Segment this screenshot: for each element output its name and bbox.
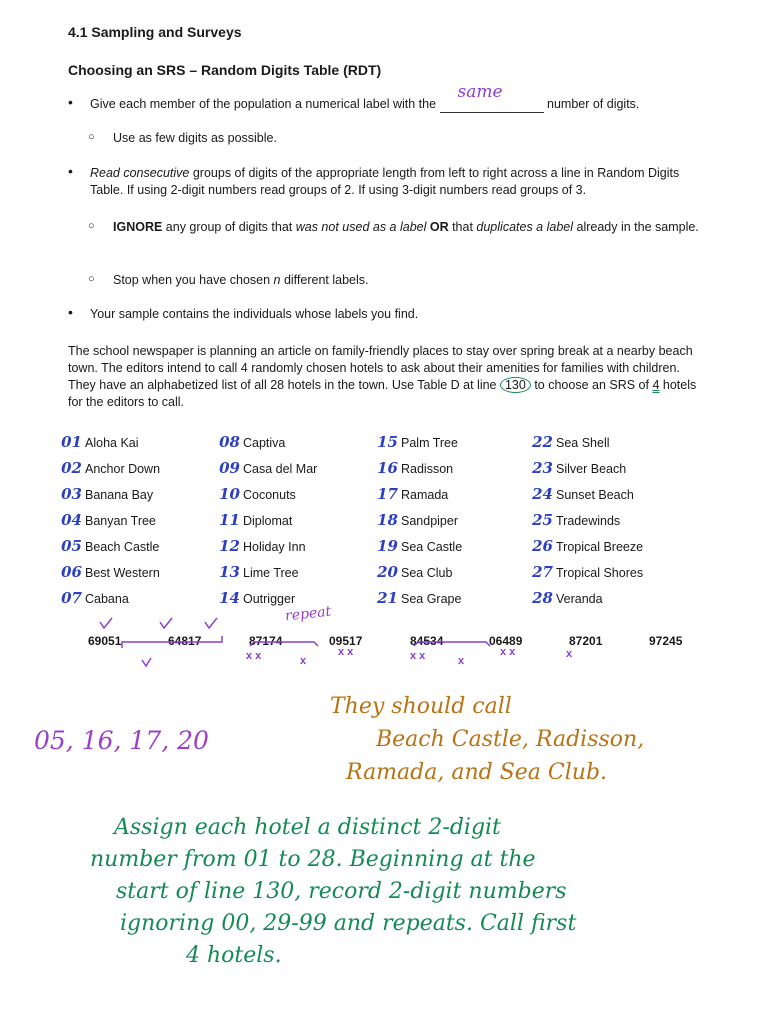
handwritten-same: same [457,82,503,102]
hotel-item [210,456,317,480]
hotel-name: Anchor Down [85,462,161,476]
method-line: 4 hotels. [186,943,282,968]
hotel-number: 18 [377,511,398,529]
hotel-name: Holiday Inn [243,540,306,554]
hotel-number: 09 [219,459,240,477]
digit-group: 64817 [168,634,202,648]
method-line: number from 01 to 28. Beginning at the [90,847,536,872]
hotel-item [52,482,153,506]
sub-bullet-circle: ○ [88,131,95,143]
hotel-number: 11 [219,511,240,529]
hotel-number: 22 [532,433,553,451]
hotel-name: Aloha Kai [85,436,139,450]
answer-blank [440,82,544,113]
hotel-name: Sea Grape [401,592,462,606]
hotel-name: Sunset Beach [556,488,634,502]
text: Stop when you have chosen [113,273,274,287]
hotel-name: Coconuts [243,488,296,502]
hotel-number: 05 [61,537,82,555]
digit-group: 87174 [249,634,283,648]
hotel-number: 21 [377,589,398,607]
hotel-name: Tropical Breeze [556,540,644,554]
hotel-name: Best Western [85,566,160,580]
answer-line: They should call [330,694,512,719]
digit-group: 69051 [88,634,122,648]
section-title: 4.1 Sampling and Surveys [68,24,242,40]
hotel-name: Banyan Tree [85,514,156,528]
hotel-name: Silver Beach [556,462,627,476]
hotel-number: 27 [532,563,553,581]
text: to choose an SRS of [530,378,653,392]
hotel-item [523,534,643,558]
sub-bullet-circle: ○ [88,220,95,232]
hotel-item [368,456,453,480]
italic-text: was not used as a label [295,220,427,234]
hotel-number: 02 [61,459,82,477]
hotel-item [210,508,292,532]
hotel-name: Beach Castle [85,540,160,554]
hotel-name: Sandpiper [401,514,458,528]
method-explanation [90,812,576,972]
hotel-item [52,560,160,584]
hotel-name: Tropical Shores [556,566,644,580]
hotel-name: Banana Bay [85,488,154,502]
hotel-item [368,534,462,558]
sub-bullet-stop [113,272,369,289]
hotel-item [523,430,610,454]
hotel-number: 16 [377,459,398,477]
bold-text: IGNORE [113,220,163,234]
text: The school newspaper is planning an article on family-friendly places to stay over spring break at a nearby beach town. The editors intend to call 4 randomly chosen hotels to ask about their amenities for families with children. They have an alphabetized list of all 28 hotels in the town. Use Table D at line [68,344,693,392]
hotel-number: 10 [219,485,240,503]
page-subtitle: Choosing an SRS – Random Digits Table (RDT) [68,62,382,78]
text: already in the sample. [573,220,699,234]
hotel-number: 04 [61,511,82,529]
hotel-name: Outrigger [243,592,296,606]
hotel-item [52,430,139,454]
hotel-item [523,456,626,480]
hotel-number: 08 [219,433,240,451]
digit-group: 87201 [569,634,603,648]
cross-mark: x [300,655,307,667]
selected-numbers: 05, 16, 17, 20 [34,726,209,755]
cross-mark: x x [246,650,262,662]
hotel-name: Captiva [243,436,286,450]
hotel-item [210,560,299,584]
hotel-name: Ramada [401,488,449,502]
hotel-number: 19 [377,537,398,555]
hotel-number: 28 [532,589,553,607]
cross-mark: x [566,648,573,660]
digit-group: 09517 [329,634,363,648]
hotel-item [368,560,452,584]
hotel-item [523,508,620,532]
hotel-name: Casa del Mar [243,462,318,476]
hotel-name: Sea Club [401,566,453,580]
hotel-name: Tradewinds [556,514,621,528]
hotel-number: 07 [61,589,82,607]
hotel-item [210,534,306,558]
hotel-item [210,482,296,506]
hotel-item [523,560,643,584]
cross-mark: x x [500,646,516,658]
hotel-item [368,508,458,532]
hotel-item [368,482,448,506]
hotel-number: 26 [532,537,553,555]
answer-line: Ramada, and Sea Club. [346,760,608,785]
method-line: ignoring 00, 29-99 and repeats. Call first [120,911,577,936]
problem-statement [68,343,708,411]
hotel-name: Sea Castle [401,540,463,554]
digit-group: 06489 [489,634,523,648]
hotel-item [368,430,458,454]
method-line: start of line 130, record 2-digit numbers [116,879,567,904]
digit-group: 84534 [410,634,444,648]
hotel-name: Cabana [85,592,129,606]
hotel-number: 25 [532,511,553,529]
italic-text: duplicates a label [476,220,574,234]
repeat-annotation: repeat [284,603,332,625]
hotel-number: 23 [532,459,553,477]
hotel-number: 12 [219,537,240,555]
cross-mark: x [458,655,465,667]
hotel-name: Palm Tree [401,436,458,450]
cross-mark: x x [338,646,354,658]
italic-text: n [273,273,281,287]
hotel-name: Diplomat [243,514,293,528]
hotel-number: 20 [377,563,398,581]
hotel-name: Veranda [556,592,603,606]
bullet-dot: • [68,94,73,110]
bullet-text: number of digits. [547,97,640,111]
hotel-number: 17 [377,485,398,503]
bullet-read-consecutive [90,165,715,199]
hotel-name: Sea Shell [556,436,610,450]
hotel-number: 13 [219,563,240,581]
sub-bullet-ignore [113,219,713,236]
hotel-number: 03 [61,485,82,503]
sub-bullet-circle: ○ [88,273,95,285]
text: any group of digits that [162,220,296,234]
text: different labels. [280,273,369,287]
text: hotels for the editors to call. [68,378,697,409]
bullet-text: groups of digits of the appropriate length from left to right across a line in Random Digits Table. If using 2-digit numbers read groups of 2. If using 3-digit numbers read groups of 3. [90,166,680,197]
sub-bullet-text: Use as few digits as possible. [113,131,277,145]
answer-line: Beach Castle, Radisson, [376,727,645,752]
answer-text [330,690,644,789]
hotel-item [52,456,160,480]
hotel-number: 01 [61,433,82,451]
bullet-dot: • [68,304,73,320]
method-line: Assign each hotel a distinct 2-digit [114,815,501,840]
bullet-italic: Read consecutive [90,166,190,180]
text: that [448,220,477,234]
hotel-item [210,430,285,454]
bullet-text: Give each member of the population a numerical label with the [90,97,437,111]
bold-text: OR [426,220,449,234]
bullet-dot: • [68,163,73,179]
hotel-name: Radisson [401,462,454,476]
bullet-label-digits [90,82,640,113]
hotel-name: Lime Tree [243,566,299,580]
hotel-number: 15 [377,433,398,451]
hotel-item [523,482,634,506]
hotel-item [52,508,156,532]
hotel-number: 06 [61,563,82,581]
cross-mark: x x [410,650,426,662]
bullet-sample: Your sample contains the individuals whose labels you find. [90,307,419,321]
hotel-number: 24 [532,485,553,503]
underlined-sample-size: 4 [652,378,660,392]
digit-group: 97245 [649,634,683,648]
circled-line-number: 130 [500,377,531,393]
hotel-item [52,534,159,558]
hotel-number: 14 [219,589,240,607]
